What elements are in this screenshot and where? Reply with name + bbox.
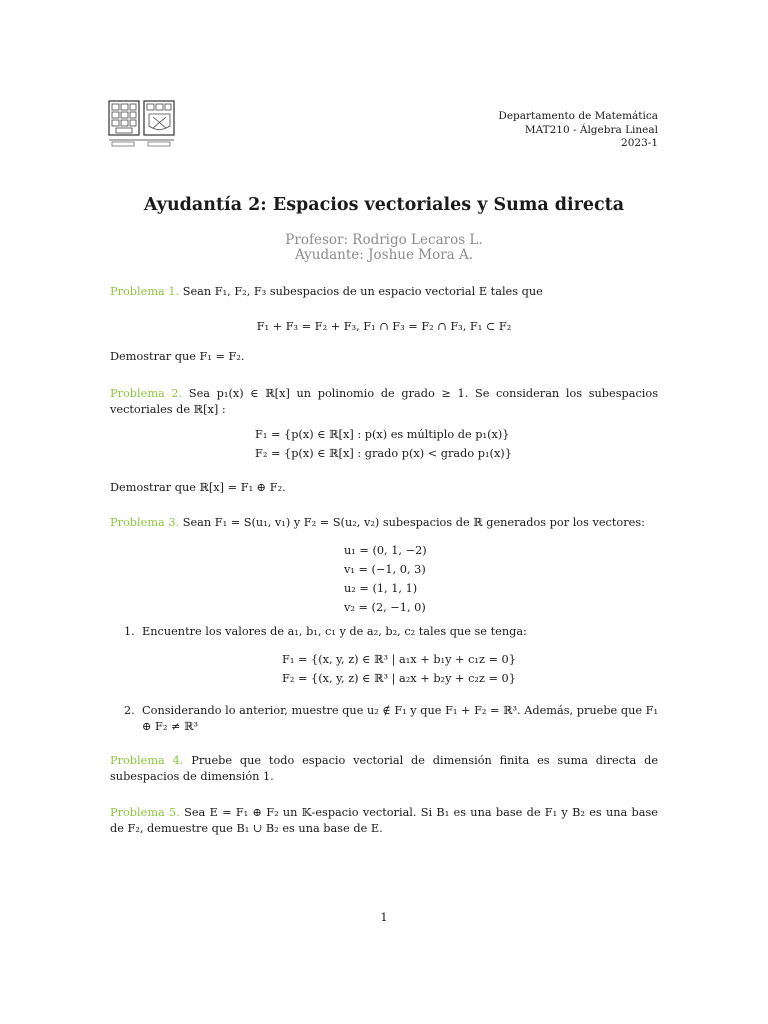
equation-line: F₁ = {p(x) ∈ ℝ[x] : p(x) es múltiplo de p₁(x)} bbox=[255, 428, 510, 441]
vector-line: u₁ = (0, 1, −2) bbox=[344, 544, 427, 557]
problem-3-vectors bbox=[344, 541, 427, 617]
equation-line: F₂ = {p(x) ∈ ℝ[x] : grado p(x) < grado p₁(x)} bbox=[255, 447, 512, 460]
problem-3-intro bbox=[110, 515, 658, 531]
problem-1-equation: F₁ + F₃ = F₂ + F₃, F₁ ∩ F₃ = F₂ ∩ F₃, F₁ ⊂ F₂ bbox=[256, 320, 512, 333]
item-text: Considerando lo anterior, muestre que u₂ ∉ F₁ y que F₁ + F₂ = ℝ³. Además, pruebe que F₁ ⊕ F₂ ≠ ℝ³ bbox=[142, 704, 658, 733]
problem-text: Sean F₁, F₂, F₃ subespacios de un espacio vectorial E tales que bbox=[182, 285, 543, 298]
equation-line: F₂ = {(x, y, z) ∈ ℝ³ | a₂x + b₂y + c₂z = 0} bbox=[282, 672, 516, 685]
problem-4-intro bbox=[110, 753, 658, 785]
page-number: 1 bbox=[380, 911, 388, 924]
item-text: Encuentre los valores de a₁, b₁, c₁ y de a₂, b₂, c₂ tales que se tenga: bbox=[142, 625, 527, 638]
problem-label: Problema 2. bbox=[110, 387, 183, 400]
problem-text: Sea E = F₁ ⊕ F₂ un 𝕂-espacio vectorial. Si B₁ es una base de F₁ y B₂ es una base de F₂, demuestre que B₁ ∪ B₂ es una base de E. bbox=[110, 806, 658, 835]
problem-2-equations bbox=[255, 425, 512, 463]
item-number: 2. bbox=[124, 704, 135, 717]
equation-line: F₁ = {(x, y, z) ∈ ℝ³ | a₁x + b₁y + c₁z = 0} bbox=[282, 653, 516, 666]
university-crest-icon bbox=[108, 100, 178, 148]
problem-2-intro bbox=[110, 386, 658, 418]
assistant-name: Ayudante: Joshue Mora A. bbox=[294, 247, 474, 263]
problem-label: Problema 5. bbox=[110, 806, 180, 819]
course-name: MAT210 - Álgebra Lineal bbox=[524, 123, 658, 136]
vector-line: v₂ = (2, −1, 0) bbox=[344, 601, 426, 614]
header-info bbox=[498, 110, 658, 151]
problem-3-item-1 bbox=[124, 624, 658, 640]
problem-1-conclusion: Demostrar que F₁ = F₂. bbox=[110, 350, 245, 363]
problem-text: Pruebe que todo espacio vectorial de dimensión finita es suma directa de subespacios de dimensión 1. bbox=[110, 754, 659, 783]
vector-line: v₁ = (−1, 0, 3) bbox=[344, 563, 426, 576]
problem-1-intro bbox=[110, 284, 658, 300]
page-title: Ayudantía 2: Espacios vectoriales y Suma directa bbox=[143, 195, 625, 215]
professor-name: Profesor: Rodrigo Lecaros L. bbox=[285, 232, 483, 248]
problem-label: Problema 1. bbox=[110, 285, 180, 298]
vector-line: u₂ = (1, 1, 1) bbox=[344, 582, 418, 595]
problem-2-conclusion: Demostrar que ℝ[x] = F₁ ⊕ F₂. bbox=[110, 481, 286, 494]
item-number: 1. bbox=[124, 625, 135, 638]
problem-3-item-1-equations bbox=[282, 650, 516, 688]
problem-label: Problema 4. bbox=[110, 754, 184, 767]
problem-5-intro bbox=[110, 805, 658, 837]
problem-text: Sean F₁ = S(u₁, v₁) y F₂ = S(u₂, v₂) subespacios de ℝ generados por los vectores: bbox=[182, 516, 645, 529]
problem-3-item-2 bbox=[124, 703, 658, 735]
staff-info bbox=[0, 233, 768, 263]
problem-text: Sea p₁(x) ∈ ℝ[x] un polinomio de grado ≥ 1. Se consideran los subespacios vectoriales de ℝ[x] : bbox=[110, 387, 659, 416]
term: 2023-1 bbox=[621, 137, 658, 149]
problem-label: Problema 3. bbox=[110, 516, 180, 529]
department-name: Departamento de Matemática bbox=[498, 110, 658, 122]
